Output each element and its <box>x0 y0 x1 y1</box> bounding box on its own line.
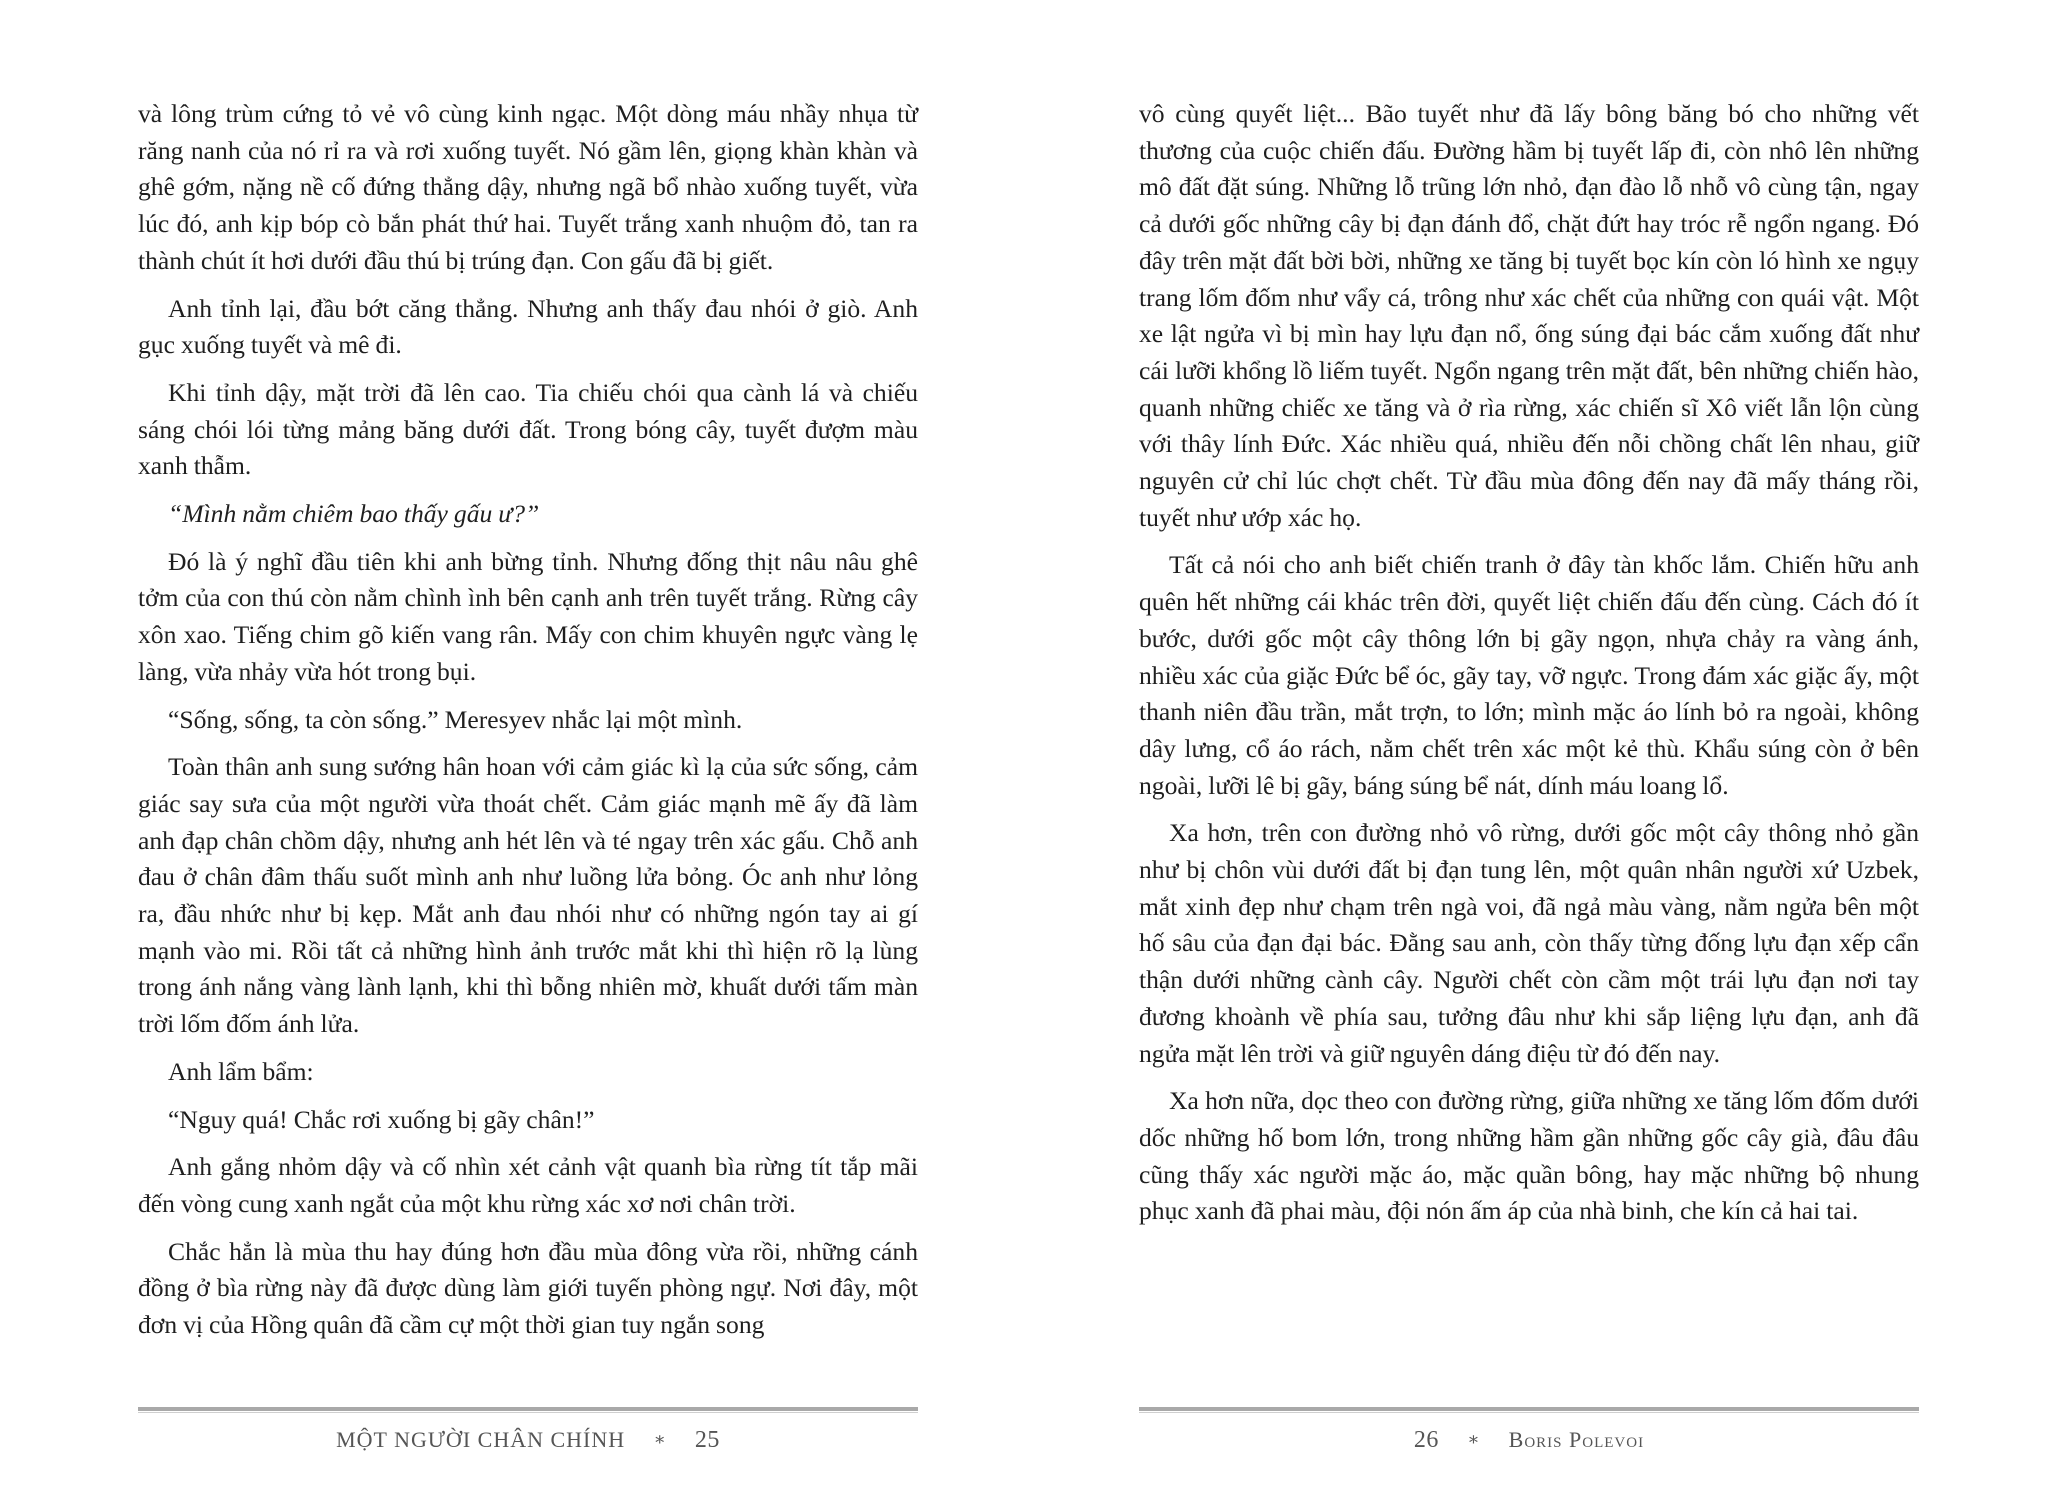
paragraph: Xa hơn, trên con đường nhỏ vô rừng, dưới gốc một cây thông nhỏ gần như bị chôn vùi dưới đất bị đạn tung lên, một quân nhân người xứ Uzbek, mắt xinh đẹp như chạm trên ngà voi, đã ngả màu vàng, nằm ngửa bên một hố sâu của đạn đại bác. Đằng sau anh, còn thấy từng đống lựu đạn xếp cẩn thận dưới những cành cây. Người chết còn cầm một trái lựu đạn nơi tay đương khoành về phía sau, tưởng đâu như khi sắp liệng lựu đạn, anh đã ngửa mặt lên trời và giữ nguyên dáng điệu từ đó đến nay. <box>1139 818 1919 1068</box>
running-footer <box>1139 1427 1919 1454</box>
paragraph: Toàn thân anh sung sướng hân hoan với cảm giác kì lạ của sức sống, cảm giác say sưa của một người vừa thoát chết. Cảm giác mạnh mẽ ấy đã làm anh đạp chân chồm dậy, nhưng anh hét lên và té ngay trên xác gấu. Chỗ anh đau ở chân đâm thấu suốt mình anh như luồng lửa bỏng. Óc anh như lỏng ra, đầu nhức như bị kẹp. Mắt anh đau nhói như có những ngón tay ai gí mạnh vào mi. Rồi tất cả những hình ảnh trước mắt khi thì hiện rõ lạ lùng trong ánh nắng vàng lành lạnh, khi thì bỗng nhiên mờ, khuất dưới tấm màn trời lốm đốm ánh lửa. <box>138 752 918 1039</box>
paragraph: Xa hơn nữa, dọc theo con đường rừng, giữa những xe tăng lốm đốm dưới dốc những hố bom lớn, trong những hầm gần những gốc cây già, đâu đâu cũng thấy xác người mặc áo, mặc quần bông, hay mặc những bộ nhung phục xanh đã phai màu, đội nón ấm áp của nhà binh, che kín cả hai tai. <box>1139 1086 1919 1226</box>
paragraph: Anh gắng nhỏm dậy và cố nhìn xét cảnh vật quanh bìa rừng tít tắp mãi đến vòng cung xanh ngắt của một khu rừng xác xơ nơi chân trời. <box>138 1152 918 1218</box>
footer-rule <box>1139 1407 1919 1411</box>
paragraph: Anh lẩm bẩm: <box>168 1056 314 1086</box>
right-page <box>1139 96 1919 1453</box>
page-number: 25 <box>694 1427 720 1453</box>
paragraph: và lông trùm cứng tỏ vẻ vô cùng kinh ngạc. Một dòng máu nhầy nhụa từ răng nanh của nó rỉ ra và rơi xuống tuyết. Nó gầm lên, giọng khàn khàn và ghê gớm, nặng nề cố đứng thẳng dậy, nhưng ngã bổ nhào xuống tuyết, vừa lúc đó, anh kịp bóp cò bắn phát thứ hai. Tuyết trắng xanh nhuộm đỏ, tan ra thành chút ít hơi dưới đầu thú bị trúng đạn. Con gấu đã bị giết. <box>138 99 918 275</box>
paragraph: Anh tỉnh lại, đầu bớt căng thẳng. Nhưng anh thấy đau nhói ở giò. Anh gục xuống tuyết và mê đi. <box>138 293 918 360</box>
asterisk-separator-icon: ∗ <box>1467 1429 1481 1449</box>
paragraph: Khi tỉnh dậy, mặt trời đã lên cao. Tia chiếu chói qua cành lá và chiếu sáng chói lói từng mảng băng dưới đất. Trong bóng cây, tuyết đượm màu xanh thẫm. <box>138 377 918 481</box>
book-title: MỘT NGƯỜI CHÂN CHÍNH <box>336 1427 626 1452</box>
author-name: Boris Polevoi <box>1508 1427 1645 1452</box>
left-page-body <box>138 96 918 1344</box>
asterisk-separator-icon: ∗ <box>653 1429 667 1449</box>
footer-rule <box>138 1407 918 1411</box>
paragraph-italic-thought: “Mình nằm chiêm bao thấy gấu ư?” <box>168 499 540 529</box>
paragraph: “Nguy quá! Chắc rơi xuống bị gãy chân!” <box>168 1104 595 1134</box>
paragraph: “Sống, sống, ta còn sống.” Meresyev nhắc lại một mình. <box>168 704 743 734</box>
running-footer <box>138 1427 918 1454</box>
paragraph: Chắc hẳn là mùa thu hay đúng hơn đầu mùa đông vừa rồi, những cánh đồng ở bìa rừng này đã được dùng làm giới tuyến phòng ngự. Nơi đây, một đơn vị của Hồng quân đã cầm cự một thời gian tuy ngắn song <box>138 1236 918 1340</box>
paragraph: vô cùng quyết liệt... Bão tuyết như đã lấy bông băng bó cho những vết thương của cuộc chiến đấu. Đường hầm bị tuyết lấp đi, còn nhô lên những mô đất đặt súng. Những lỗ trũng lớn nhỏ, đạn đào lỗ nhỗ vô cùng tận, ngay cả dưới gốc những cây bị đạn đánh đổ, chặt đứt hay tróc rễ ngổn ngang. Đó đây trên mặt đất bời bời, những xe tăng bị tuyết bọc kín còn ló hình xe ngụy trang lốm đốm như vẩy cá, trông như xác chết của những con quái vật. Một xe lật ngửa vì bị mìn hay lựu đạn nổ, ống súng đại bác cắm xuống đất như cái lưỡi khổng lồ liếm tuyết. Ngổn ngang trên mặt đất, bên những chiến hào, quanh những chiếc xe tăng và ở rìa rừng, xác chiến sĩ Xô viết lẫn lộn cùng với thây lính Đức. Xác nhiều quá, nhiều đến nỗi chồng chất lên nhau, giữ nguyên cử chỉ lúc chợt chết. Từ đầu mùa đông đến nay đã mấy tháng rồi, tuyết như ướp xác họ. <box>1139 99 1919 532</box>
page-number: 26 <box>1413 1427 1439 1453</box>
left-page <box>138 96 918 1453</box>
right-page-body <box>1139 96 1919 1230</box>
paragraph: Đó là ý nghĩ đầu tiên khi anh bừng tỉnh. Nhưng đống thịt nâu nâu ghê tởm của con thú còn nằm chình ình bên cạnh anh trên tuyết trắng. Rừng cây xôn xao. Tiếng chim gõ kiến vang rân. Mấy con chim khuyên ngực vàng lẹ làng, vừa nhảy vừa hót trong bụi. <box>138 546 918 686</box>
paragraph: Tất cả nói cho anh biết chiến tranh ở đây tàn khốc lắm. Chiến hữu anh quên hết những cái khác trên đời, quyết liệt chiến đấu đến cùng. Cách đó ít bước, dưới gốc một cây thông lớn bị gãy ngọn, nhựa chảy ra vàng ánh, nhiều xác của giặc Đức bể óc, gãy tay, vỡ ngực. Trong đám xác giặc ấy, một thanh niên đầu trần, mắt trợn, to lớn; mình mặc áo lính bỏ ra ngoài, không dây lưng, cổ áo rách, nằm chết trên xác một kẻ thù. Khẩu súng còn ở bên ngoài, lưỡi lê bị gãy, báng súng bể nát, dính máu loang lổ. <box>1139 550 1919 800</box>
